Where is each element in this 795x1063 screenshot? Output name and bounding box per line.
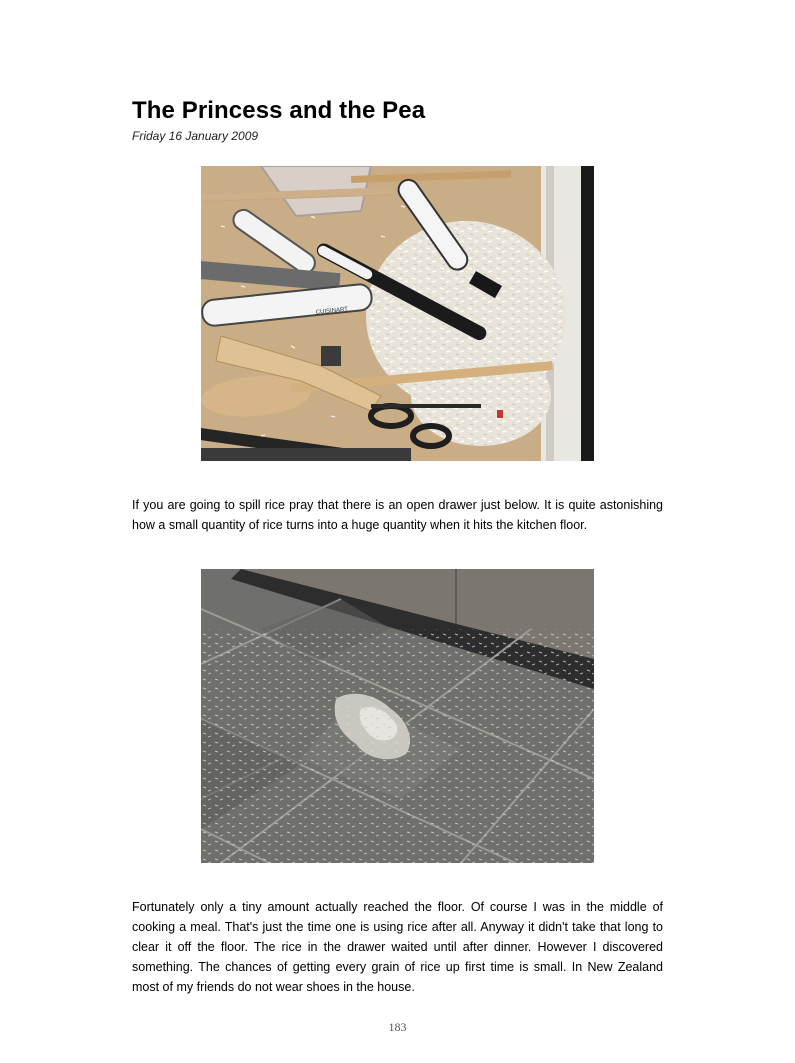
utensil-brand-label: CUISINART [315, 306, 349, 316]
paragraph-1: If you are going to spill rice pray that there is an open drawer just below. It is quite astonishing how a small quantity of rice turns into a huge quantity when it hits the kitchen floor. [132, 498, 663, 532]
article-date: Friday 16 January 2009 [132, 129, 259, 143]
drawer-rice-photo [201, 166, 594, 461]
article-title: The Princess and the Pea [132, 97, 426, 124]
paragraph-2: Fortunately only a tiny amount actually reached the floor. Of course I was in the middle of cooking a meal. That's just the time one is using rice after all. Anyway it didn't take that long to clear it off the floor. The rice in the drawer waited until after dinner. However I discovered something. The chances of getting every grain of rice up first time is small. In New Zealand most of my friends do not wear shoes in the house. [132, 900, 663, 994]
floor-rice-photo [201, 569, 594, 863]
page-number: 183 [388, 1020, 407, 1034]
